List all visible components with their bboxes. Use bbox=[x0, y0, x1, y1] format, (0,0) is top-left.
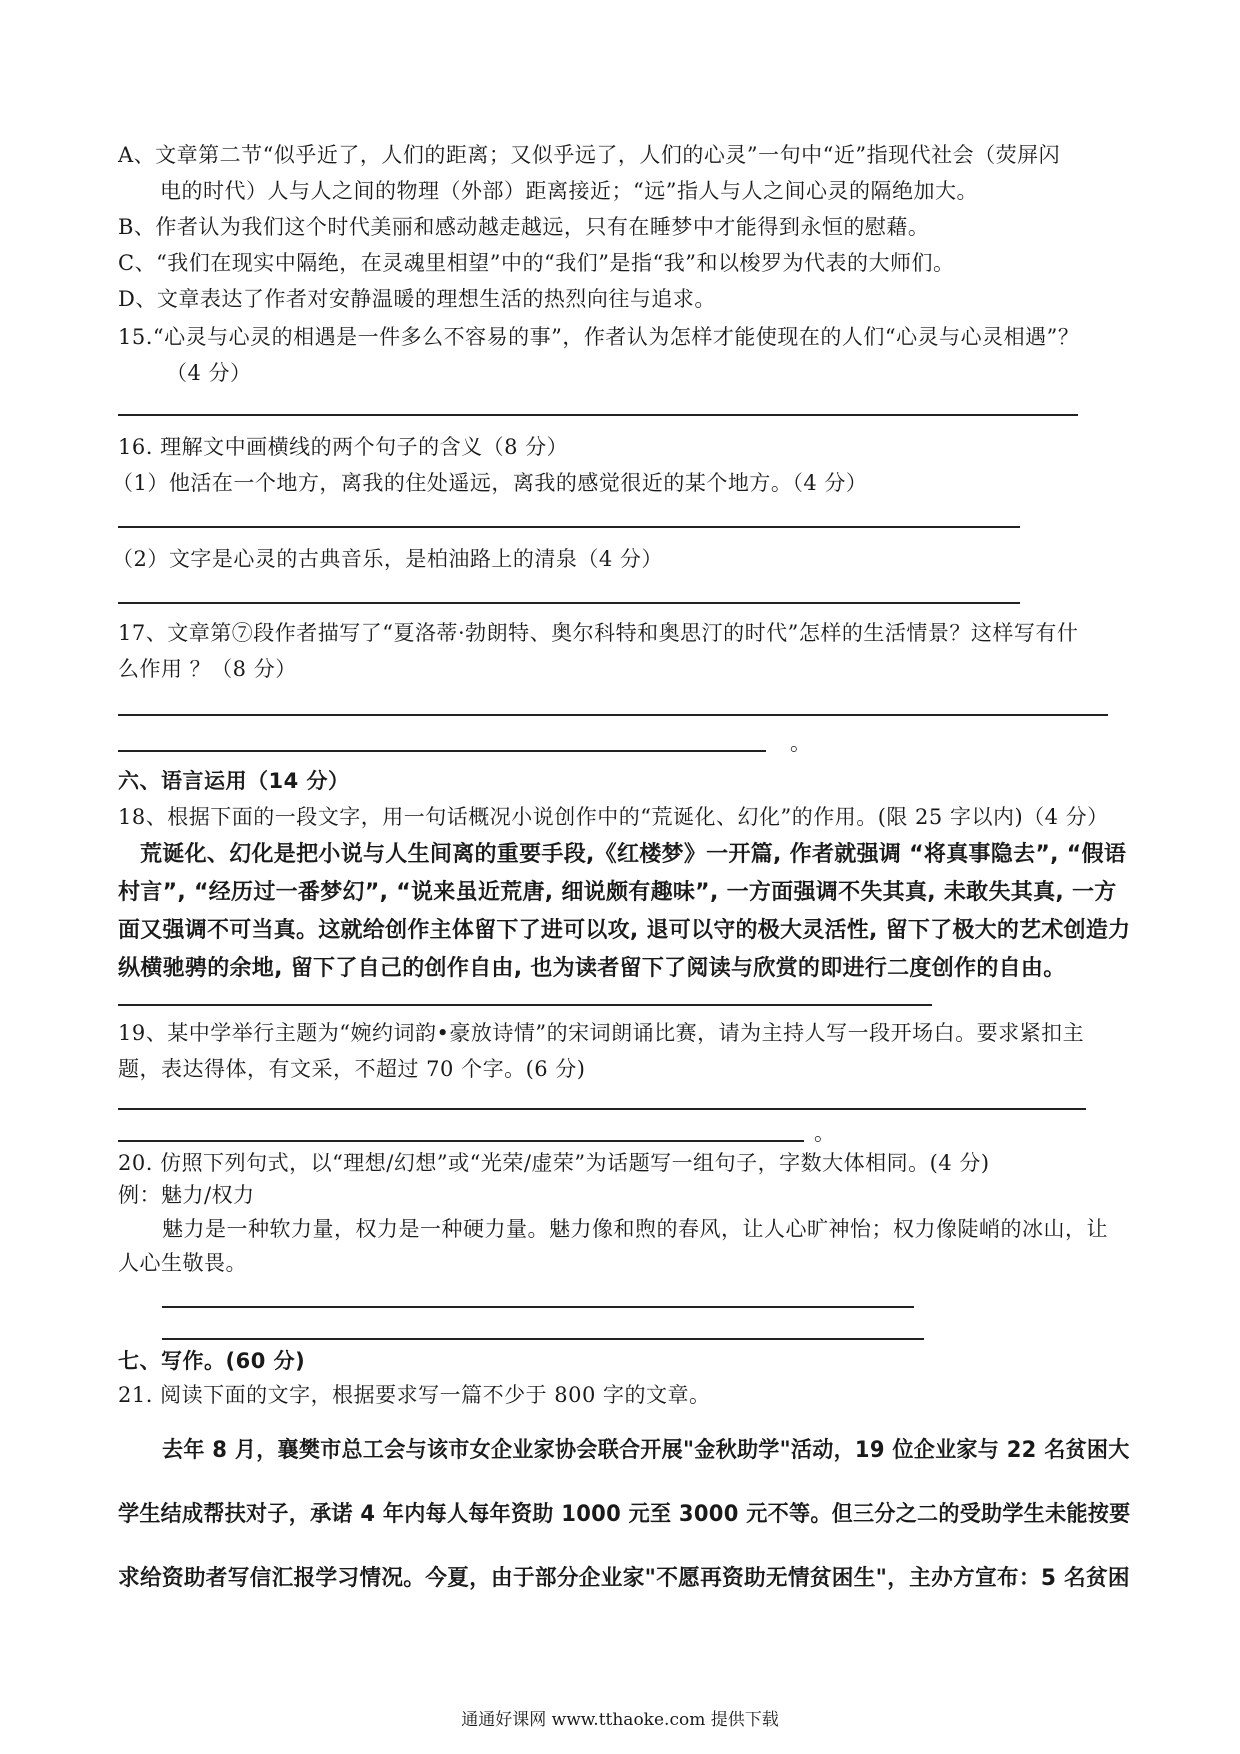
q16-sub2: （2）文字是心灵的古典音乐，是柏油路上的清泉（4 分） bbox=[112, 547, 663, 571]
q17-prompt-line2: 么作用 ？（8 分） bbox=[118, 657, 297, 681]
q21-prompt: 21. 阅读下面的文字，根据要求写一篇不少于 800 字的文章。 bbox=[118, 1383, 711, 1407]
q17-period: 。 bbox=[790, 731, 811, 755]
q18-prompt: 18、根据下面的一段文字，用一句话概况小说创作中的“荒诞化、幻化”的作用。(限 25 字以内)（4 分） bbox=[118, 805, 1109, 829]
q20-prompt: 20. 仿照下列句式，以“理想/幻想”或“光荣/虚荣”为话题写一组句子，字数大体相同。(4 分) bbox=[118, 1151, 990, 1175]
section6-heading: 六、语言运用（14 分） bbox=[118, 769, 350, 793]
q14-option-d: D、文章表达了作者对安静温暖的理想生活的热烈向往与追求。 bbox=[118, 287, 716, 311]
q21-passage-line3: 求给资助者写信汇报学习情况。今夏，由于部分企业家"不愿再资助无情贫困生"，主办方宣布：5 名贫困 bbox=[118, 1566, 1130, 1591]
q16-sub2-answer-line[interactable] bbox=[118, 602, 1020, 604]
q19-prompt-line2: 题，表达得体，有文采，不超过 70 个字。(6 分) bbox=[118, 1057, 586, 1081]
q18-passage-line1: 荒诞化、幻化是把小说与人生间离的重要手段,《红楼梦》一开篇, 作者就强调 “将真事隐去”, “假语 bbox=[140, 842, 1127, 867]
q14-option-b: B、作者认为我们这个时代美丽和感动越走越远，只有在睡梦中才能得到永恒的慰藉。 bbox=[118, 215, 930, 239]
q19-answer-line1[interactable] bbox=[118, 1108, 1086, 1110]
q20-example-line2: 人心生敬畏。 bbox=[118, 1251, 247, 1275]
q19-answer-line2[interactable] bbox=[118, 1140, 804, 1142]
page-footer: 通通好课网 www.tthaoke.com 提供下载 bbox=[461, 1710, 779, 1730]
q14-option-a-line1: A、文章第二节“似乎近了，人们的距离；又似乎远了，人们的心灵”一句中“近”指现代社会（荧屏闪 bbox=[118, 143, 1061, 167]
q20-example-line1: 魅力是一种软力量，权力是一种硬力量。魅力像和煦的春风，让人心旷神怡；权力像陡峭的冰山，让 bbox=[162, 1217, 1108, 1241]
q16-sub1: （1）他活在一个地方，离我的住处遥远，离我的感觉很近的某个地方。（4 分） bbox=[112, 471, 868, 495]
q20-example-label: 例：魅力/权力 bbox=[118, 1183, 255, 1207]
q15-prompt-line2: （4 分） bbox=[166, 361, 252, 385]
q18-passage-line2: 村言”, “经历过一番梦幻”, “说来虽近荒唐, 细说颇有趣味”, 一方面强调不失其真, 未敢失其真, 一方 bbox=[118, 880, 1117, 905]
q18-passage-line4: 纵横驰骋的余地, 留下了自己的创作自由, 也为读者留下了阅读与欣赏的即进行二度创作的自由。 bbox=[118, 956, 1066, 981]
q15-answer-line[interactable] bbox=[118, 414, 1078, 416]
q17-answer-line1[interactable] bbox=[118, 714, 1108, 716]
q18-passage-line3: 面又强调不可当真。这就给创作主体留下了进可以攻, 退可以守的极大灵活性, 留下了极大的艺术创造力 bbox=[118, 918, 1131, 943]
section7-heading: 七、写作。(60 分) bbox=[118, 1349, 306, 1373]
q20-answer-line1[interactable] bbox=[162, 1306, 914, 1308]
q19-prompt-line1: 19、某中学举行主题为“婉约词韵•豪放诗情”的宋词朗诵比赛，请为主持人写一段开场白。要求紧扣主 bbox=[118, 1021, 1085, 1045]
q15-prompt-line1: 15.“心灵与心灵的相遇是一件多么不容易的事”，作者认为怎样才能使现在的人们“心灵与心灵相遇”？ bbox=[118, 325, 1080, 349]
q17-prompt-line1: 17、文章第⑦段作者描写了“夏洛蒂·勃朗特、奥尔科特和奥思汀的时代”怎样的生活情景？这样写有什 bbox=[118, 621, 1079, 645]
q14-option-c: C、“我们在现实中隔绝，在灵魂里相望”中的“我们”是指“我”和以梭罗为代表的大师们。 bbox=[118, 251, 955, 275]
q14-option-a-line2: 电的时代）人与人之间的物理（外部）距离接近；“远”指人与人之间心灵的隔绝加大。 bbox=[160, 179, 978, 203]
q20-answer-line2[interactable] bbox=[162, 1338, 924, 1340]
q21-passage-line1: 去年 8 月，襄樊市总工会与该市女企业家协会联合开展"金秋助学"活动，19 位企业家与 22 名贫困大 bbox=[162, 1438, 1130, 1463]
q16-title: 16. 理解文中画横线的两个句子的含义（8 分） bbox=[118, 435, 569, 459]
q17-answer-line2[interactable] bbox=[118, 750, 766, 752]
q16-sub1-answer-line[interactable] bbox=[118, 526, 1020, 528]
q21-passage-line2: 学生结成帮扶对子，承诺 4 年内每人每年资助 1000 元至 3000 元不等。但三分之二的受助学生未能按要 bbox=[118, 1502, 1131, 1527]
q19-period: 。 bbox=[814, 1121, 835, 1145]
q18-answer-line[interactable] bbox=[118, 1004, 932, 1006]
